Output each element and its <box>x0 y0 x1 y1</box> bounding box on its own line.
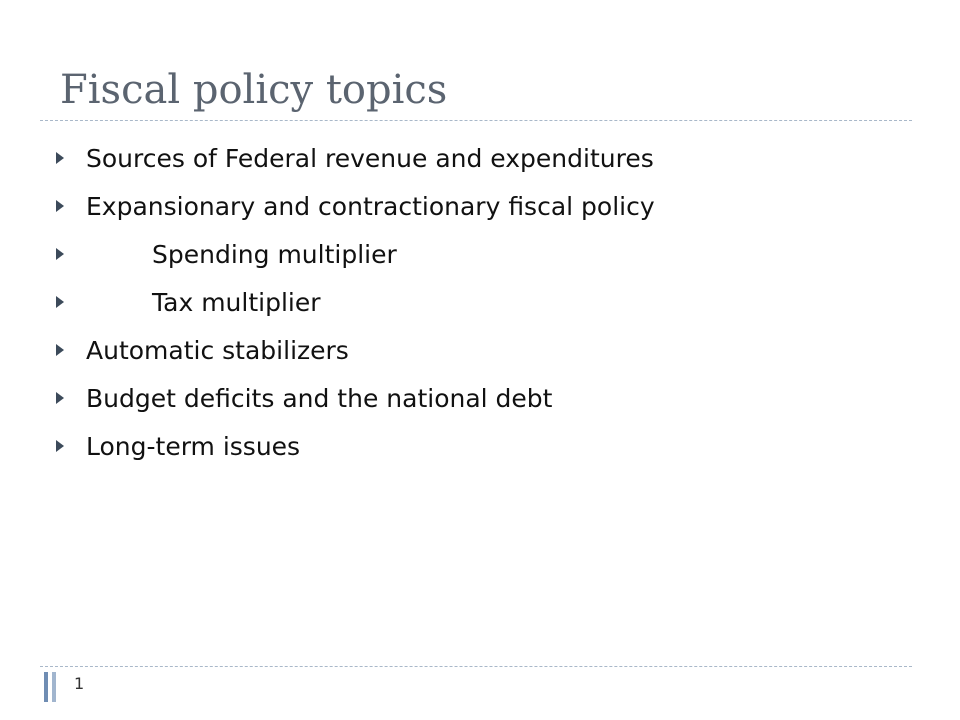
double-bar-icon <box>44 672 60 702</box>
bullet-text: Automatic stabilizers <box>86 335 349 365</box>
bullet-item <box>56 134 655 182</box>
footer-divider <box>40 666 912 667</box>
triangle-right-icon <box>56 152 64 164</box>
triangle-right-icon <box>56 248 64 260</box>
page-number: 1 <box>74 674 85 693</box>
title-divider <box>40 120 912 121</box>
triangle-right-icon <box>56 440 64 452</box>
triangle-right-icon <box>56 392 64 404</box>
triangle-right-icon <box>56 200 64 212</box>
bullet-text: Budget deficits and the national debt <box>86 383 553 413</box>
bullet-item-sub <box>56 278 655 326</box>
slide-title: Fiscal policy topics <box>60 67 448 113</box>
triangle-right-icon <box>56 296 64 308</box>
bullet-item <box>56 374 655 422</box>
bullet-item <box>56 326 655 374</box>
bullet-item <box>56 182 655 230</box>
bullet-text: Expansionary and contractionary fiscal policy <box>86 191 655 221</box>
bullet-list <box>56 134 655 470</box>
bullet-text: Long-term issues <box>86 431 301 461</box>
bullet-text: Tax multiplier <box>152 287 321 317</box>
bullet-text: Sources of Federal revenue and expenditures <box>86 143 654 173</box>
bullet-item <box>56 422 655 470</box>
bullet-item-sub <box>56 230 655 278</box>
triangle-right-icon <box>56 344 64 356</box>
bullet-text: Spending multiplier <box>152 239 397 269</box>
